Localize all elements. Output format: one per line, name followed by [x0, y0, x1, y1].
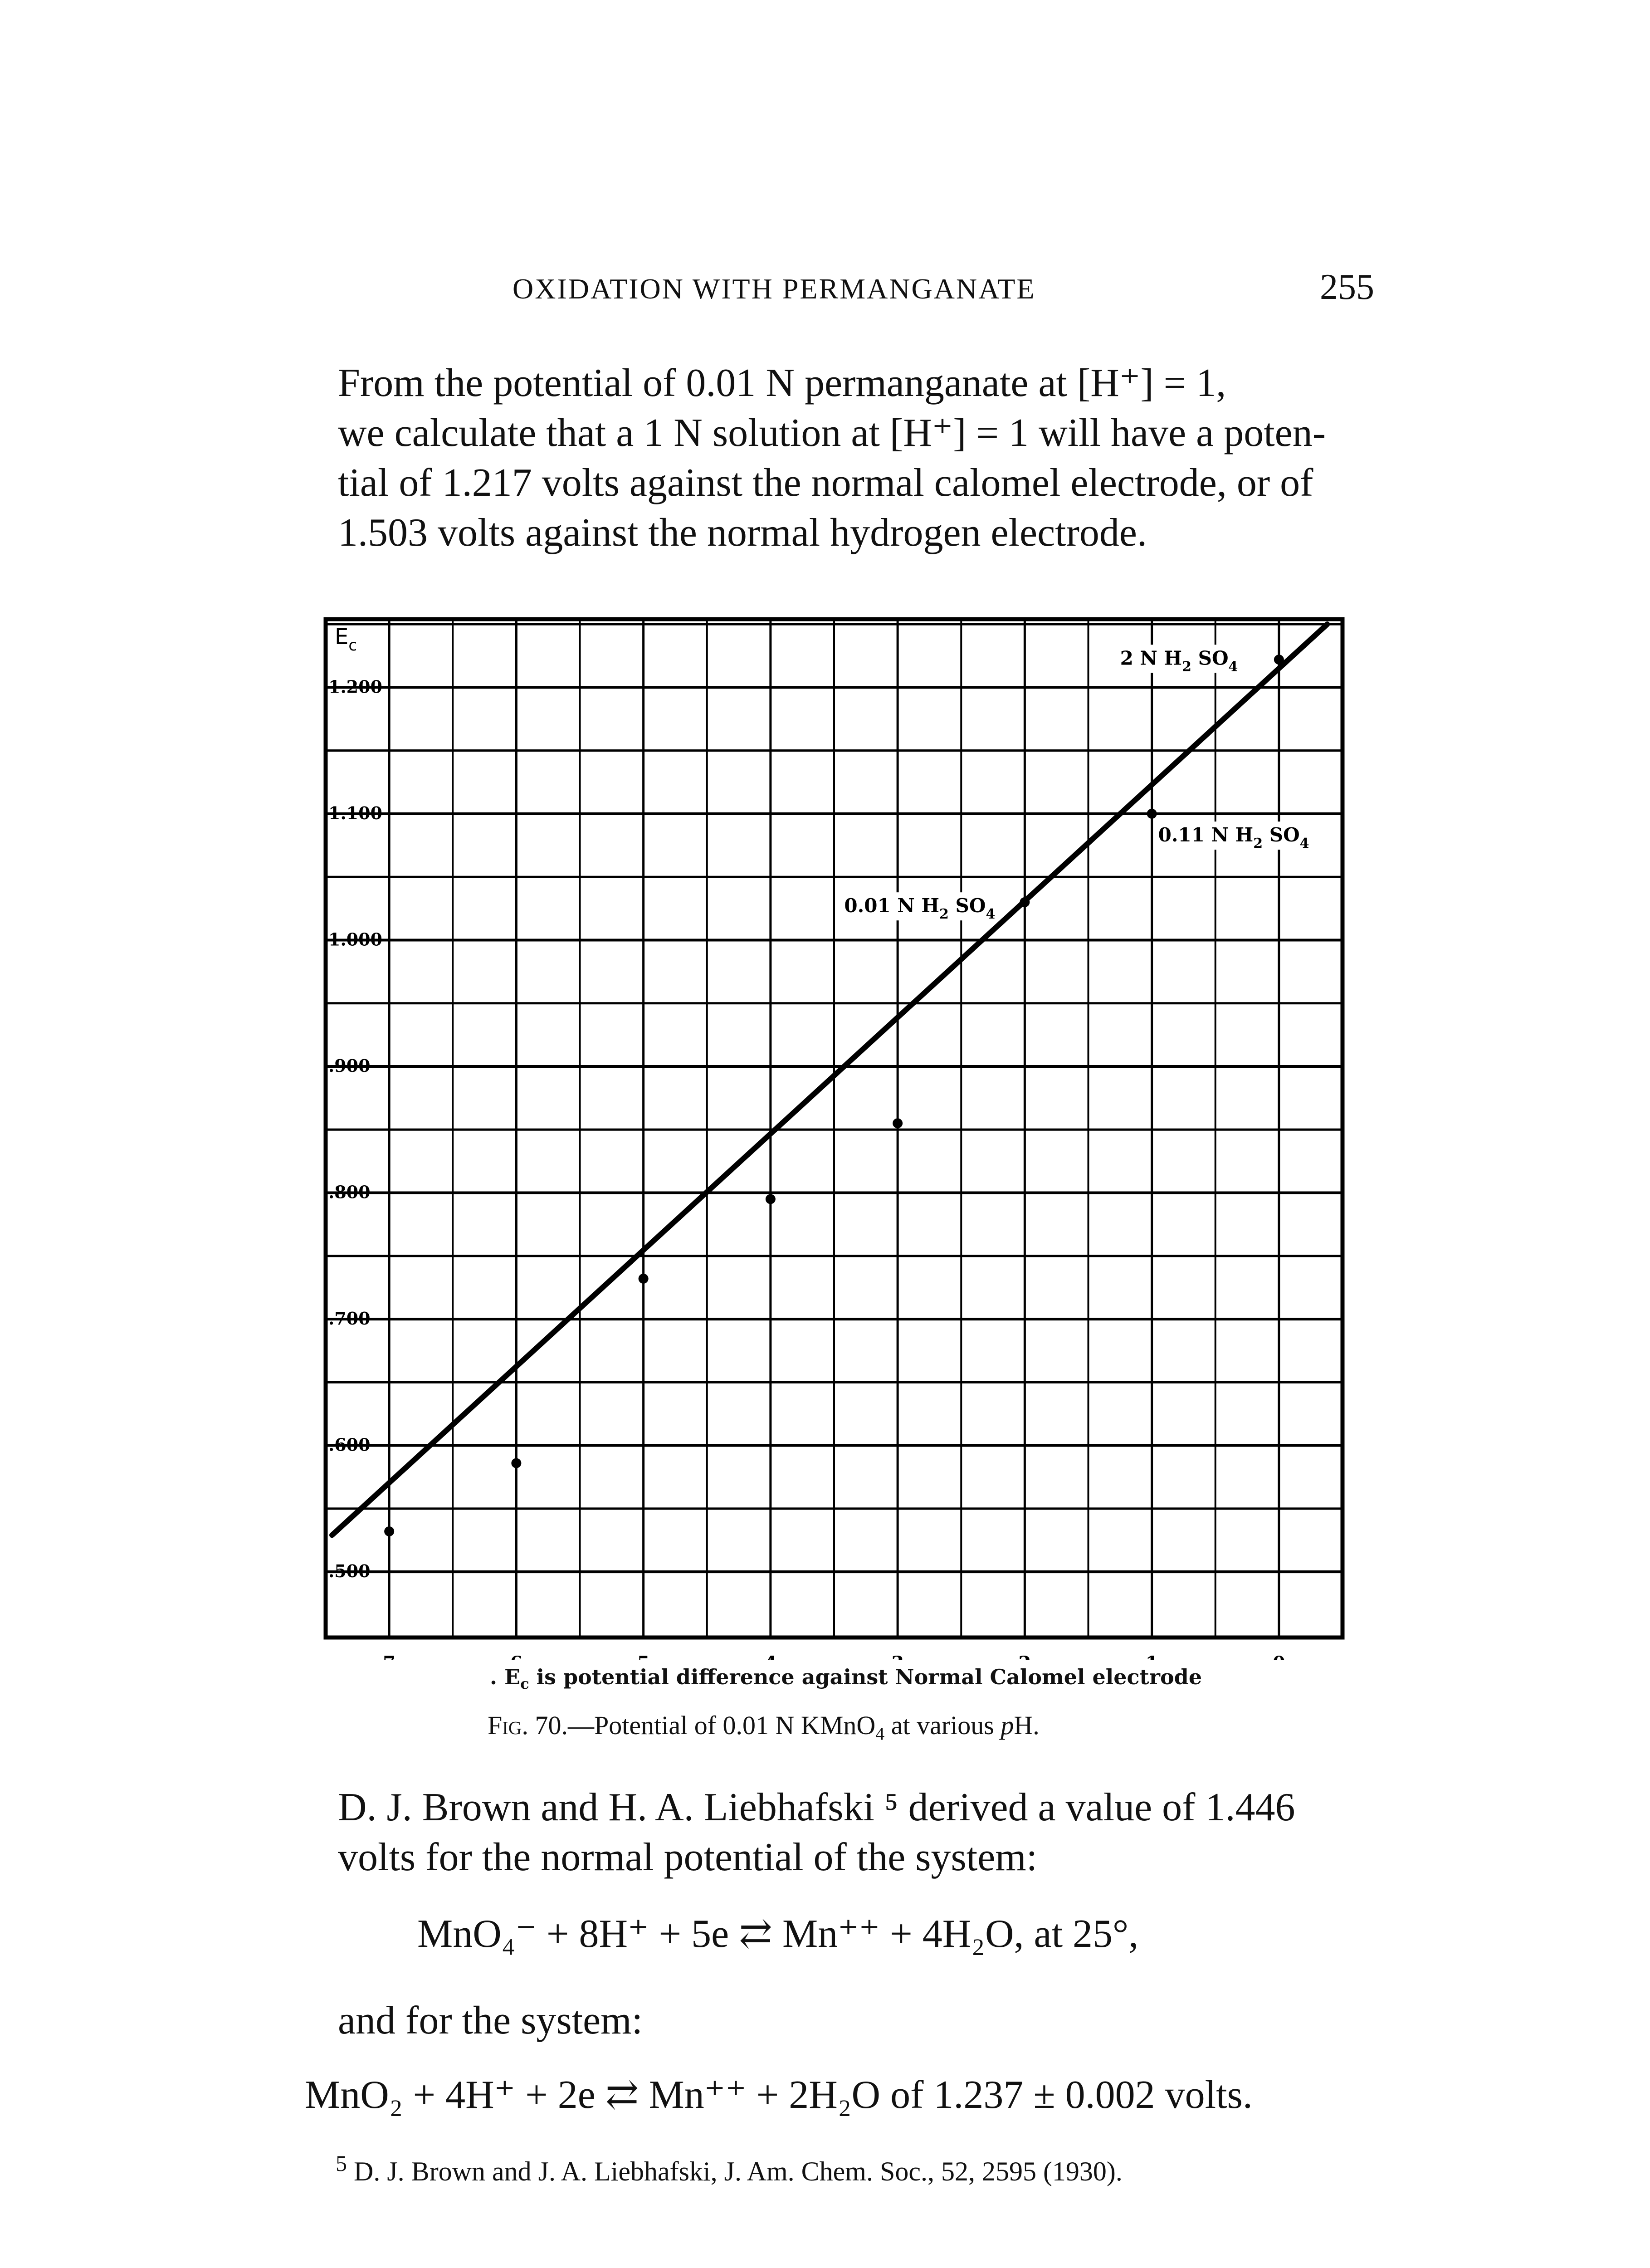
paragraph-line: tial of 1.217 volts against the normal calomel electrode, or of: [338, 461, 1313, 505]
paragraph-line: D. J. Brown and H. A. Liebhafski ⁵ derived a value of 1.446: [338, 1785, 1295, 1829]
y-tick-label: .500: [328, 1561, 371, 1582]
footnote-marker: 5: [336, 2151, 347, 2176]
paragraph-brown-liebhafski: [338, 1783, 1381, 1882]
y-tick-label: .800: [328, 1182, 371, 1202]
page-number: 255: [1320, 267, 1374, 307]
y-tick-label: 1.000: [328, 929, 382, 950]
footnote: [336, 2150, 1123, 2187]
equation-manganese-dioxide: MnO₂ + 4H⁺ + 2e ⇄ Mn⁺⁺ + 2H₂O of 1.237 ± 0.002 volts.: [305, 2073, 1253, 2117]
x-tick-label: [1018, 1652, 1031, 1660]
data-point: [639, 1274, 649, 1284]
data-point: [1274, 655, 1284, 665]
paragraph-line: From the potential of 0.01 N permanganate at [H⁺] = 1,: [338, 361, 1226, 405]
x-note-subscript: c: [520, 1675, 529, 1693]
paragraph-line: we calculate that a 1 N solution at [H⁺] = 1 will have a poten-: [338, 411, 1326, 455]
paragraph-line: and for the system:: [338, 1999, 643, 2043]
paragraph-line: 1.503 volts against the normal hydrogen electrode.: [338, 511, 1147, 555]
data-point: [511, 1458, 521, 1468]
x-note-symbol: E: [504, 1665, 521, 1689]
data-point: [893, 1118, 903, 1128]
data-point: [1147, 809, 1157, 819]
data-point: [384, 1526, 394, 1536]
x-tick-label: [637, 1652, 650, 1660]
x-tick-label: [383, 1652, 395, 1660]
fitted-line-segment: [332, 624, 1327, 1535]
caption-text3: H.: [1014, 1711, 1040, 1740]
caption-subscript: 4: [875, 1723, 885, 1744]
figure-caption: [488, 1710, 1040, 1745]
x-note-text: is potential difference against Normal Calomel electrode: [536, 1665, 1202, 1689]
annotation-label: 0.11 N $H_2$ $SO_4$: [1158, 824, 1309, 852]
data-point: [1020, 897, 1030, 907]
annotation-label: 0.01 N $H_2$ $SO_4$: [844, 894, 996, 923]
paragraph-line: volts for the normal potential of the system:: [338, 1835, 1038, 1879]
x-note-prefix: .: [490, 1665, 498, 1689]
y-axis-label: $E_c$: [335, 624, 357, 655]
y-tick-label: 1.200: [328, 676, 382, 697]
equation-permanganate: MnO₄⁻ + 8H⁺ + 5e ⇄ Mn⁺⁺ + 4H₂O, at 25°,: [417, 1912, 1139, 1956]
y-tick-label: .700: [328, 1308, 371, 1329]
x-tick-label: [764, 1652, 777, 1660]
x-tick-label: [891, 1652, 904, 1660]
chart: [313, 603, 1365, 1660]
x-axis-note: [490, 1665, 1202, 1692]
caption-text: —Potential of 0.01 N KMnO: [568, 1711, 876, 1740]
fitted-line: [332, 624, 1327, 1535]
annotation-label: 2 N $H_2$ $SO_4$: [1120, 647, 1238, 675]
minor-gridlines: [326, 619, 1342, 1637]
x-tick-labels: [383, 1652, 1285, 1660]
y-tick-label: .600: [328, 1434, 371, 1455]
chart-svg: [313, 603, 1365, 1660]
paragraph-and-for-system: [338, 1996, 1381, 2046]
x-tick-label: [1146, 1652, 1158, 1660]
data-point: [766, 1194, 776, 1204]
footnote-text: D. J. Brown and J. A. Liebhafski, J. Am. Chem. Soc., 52, 2595 (1930).: [347, 2156, 1123, 2186]
caption-label: Fig. 70.: [488, 1711, 568, 1740]
x-tick-label: [510, 1652, 522, 1660]
y-tick-label: 1.100: [328, 802, 382, 823]
paragraph-intro: [338, 358, 1381, 558]
running-head-title: OXIDATION WITH PERMANGANATE: [513, 273, 1036, 305]
x-tick-label: [1273, 1652, 1285, 1660]
caption-italic: p: [1001, 1711, 1014, 1740]
y-tick-label: .900: [328, 1056, 371, 1076]
caption-text2: at various: [884, 1711, 1001, 1740]
